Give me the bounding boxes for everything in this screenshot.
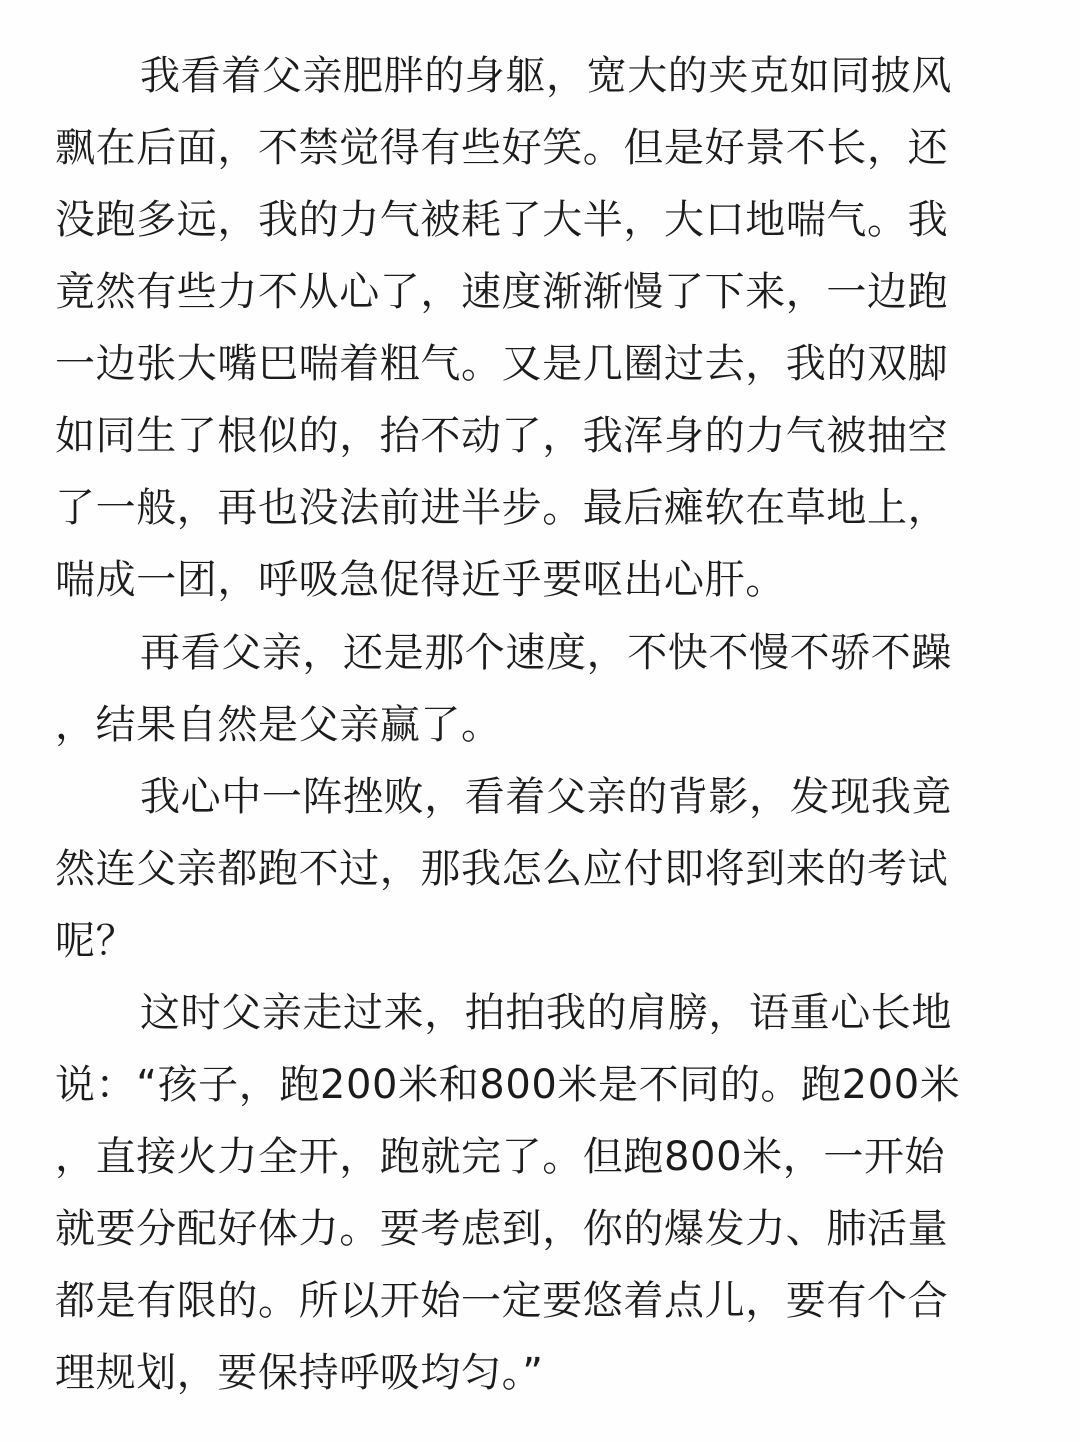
text-line: 说：“孩子，跑200米和800米是不同的。跑200米: [55, 1062, 961, 1108]
text-line: 再看父亲，还是那个速度，不快不慢不骄不躁: [140, 630, 952, 676]
text-line: 这时父亲走过来，拍拍我的肩膀，语重心长地: [140, 990, 952, 1036]
text-line: 我心中一阵挫败，看着父亲的背影，发现我竟: [140, 774, 952, 820]
text-line: ，结果自然是父亲赢了。: [55, 702, 502, 748]
text-line: 喘成一团，呼吸急促得近乎要呕出心肝。: [55, 557, 786, 603]
text-line: 都是有限的。所以开始一定要悠着点儿，要有个合: [55, 1278, 949, 1324]
text-line: 飘在后面，不禁觉得有些好笑。但是好景不长，还: [55, 125, 949, 171]
text-line: 我看着父亲肥胖的身躯，宽大的夹克如同披风: [140, 53, 952, 99]
text-line: 然连父亲都跑不过，那我怎么应付即将到来的考试: [55, 846, 949, 892]
text-line: 竟然有些力不从心了，速度渐渐慢了下来，一边跑: [55, 269, 949, 315]
text-line: 就要分配好体力。要考虑到，你的爆发力、肺活量: [55, 1206, 949, 1252]
text-line: 一边张大嘴巴喘着粗气。又是几圈过去，我的双脚: [55, 341, 949, 387]
text-line: ，直接火力全开，跑就完了。但跑800米，一开始: [55, 1134, 946, 1180]
text-line: 呢？: [55, 918, 137, 964]
text-line: 没跑多远，我的力气被耗了大半，大口地喘气。我: [55, 197, 949, 243]
text-line: 了一般，再也没法前进半步。最后瘫软在草地上，: [55, 485, 949, 531]
text-line: 理规划，要保持呼吸均匀。”: [55, 1350, 544, 1396]
text-line: 如同生了根似的，抬不动了，我浑身的力气被抽空: [55, 413, 949, 459]
